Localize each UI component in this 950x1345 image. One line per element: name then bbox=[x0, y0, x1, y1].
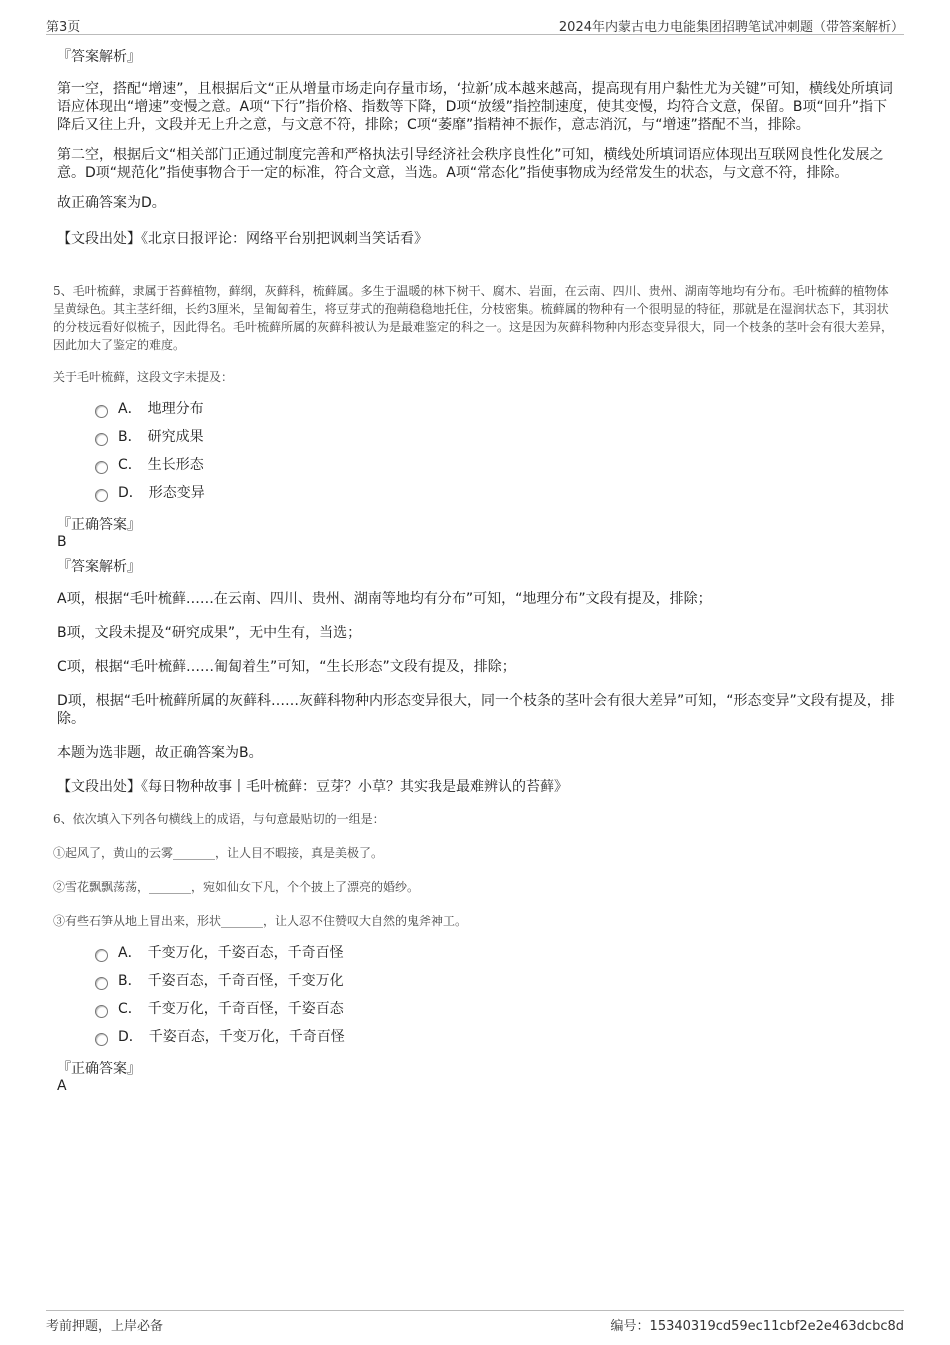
page-header bbox=[46, 14, 904, 35]
q6-answer-label: 『正确答案』 bbox=[57, 1061, 141, 1077]
document-id: 编号：15340319cd59ec11cbf2e2e463dcbc8d bbox=[610, 1319, 904, 1334]
radio-icon[interactable] bbox=[95, 433, 108, 446]
page-content bbox=[53, 48, 897, 1102]
option-letter: A． bbox=[118, 401, 142, 417]
q5-question: 关于毛叶梳藓，这段文字未提及： bbox=[53, 370, 234, 384]
q4-analysis-paragraph: 第二空，根据后文“相关部门正通过制度完善和严格执法引导经济社会秩序良性化”可知，横线处所填词语应体现出互联网良性化发展之意。D项“规范化”指使事物合于一定的标准，符合文意，当选。A项“常态化”指使事物成为经常发生的状态，与文意不符，排除。 bbox=[57, 147, 884, 181]
option-text: 地理分布 bbox=[147, 401, 204, 417]
q6-option-d[interactable] bbox=[95, 1028, 897, 1056]
option-letter: A． bbox=[118, 945, 142, 961]
q5-analysis-paragraph: C项，根据“毛叶梳藓……匍匐着生”可知，“生长形态”文段有提及，排除； bbox=[57, 659, 516, 675]
q5-answer-label: 『正确答案』 bbox=[57, 517, 141, 533]
footer-slogan: 考前押题，上岸必备 bbox=[46, 1319, 164, 1334]
option-text: 研究成果 bbox=[147, 429, 204, 445]
option-letter: B． bbox=[118, 429, 142, 445]
document-title: 2024年内蒙古电力电能集团招聘笔试冲刺题（带答案解析） bbox=[558, 20, 904, 35]
q5-source: 【文段出处】《每日物种故事丨毛叶梳藓：豆芽？小草？其实我是最难辨认的苔藓》 bbox=[57, 779, 568, 795]
q4-analysis-conclusion: 故正确答案为D。 bbox=[57, 195, 166, 211]
q5-option-b[interactable] bbox=[95, 428, 897, 456]
option-letter: C． bbox=[118, 1001, 142, 1017]
q6-option-c[interactable] bbox=[95, 1000, 897, 1028]
radio-icon[interactable] bbox=[95, 405, 108, 418]
radio-icon[interactable] bbox=[95, 1005, 108, 1018]
page-number: 第3页 bbox=[46, 20, 81, 35]
radio-icon[interactable] bbox=[95, 489, 108, 502]
option-text: 生长形态 bbox=[147, 457, 204, 473]
radio-icon[interactable] bbox=[95, 949, 108, 962]
q6-options bbox=[95, 944, 897, 1056]
radio-icon[interactable] bbox=[95, 977, 108, 990]
q6-sentence: ③有些石笋从地上冒出来，形状_______，让人忍不住赞叹大自然的鬼斧神工。 bbox=[53, 914, 468, 928]
q5-options bbox=[95, 400, 897, 512]
radio-icon[interactable] bbox=[95, 1033, 108, 1046]
q6-option-a[interactable] bbox=[95, 944, 897, 972]
option-text: 千变万化，千奇百怪，千姿百态 bbox=[147, 1001, 344, 1017]
option-letter: D． bbox=[118, 1029, 143, 1045]
q5-passage: 5、毛叶梳藓，隶属于苔藓植物，藓纲，灰藓科，梳藓属。多生于温暖的林下树干、腐木、岩面，在云南、四川、贵州、湖南等地均有分布。毛叶梳藓的植物体呈黄绿色。其主茎纤细，长约3厘米，呈匍匐着生，将豆芽式的孢蒴稳稳地托住，分枝密集。梳藓属的物种有一个很明显的特征，那就是在湿润状态下，其羽状的分枝远看好似梳子，因此得名。毛叶梳藓所属的灰藓科被认为是最难鉴定的科之一。这是因为灰藓科物种内形态变异很大，同一个枝条的茎叶会有很大差异，因此加大了鉴定的难度。 bbox=[53, 284, 894, 352]
option-text: 千姿百态，千变万化，千奇百怪 bbox=[148, 1029, 345, 1045]
option-text: 千变万化，千姿百态，千奇百怪 bbox=[147, 945, 344, 961]
option-text: 形态变异 bbox=[148, 485, 205, 501]
q5-option-d[interactable] bbox=[95, 484, 897, 512]
q6-answer: A bbox=[57, 1078, 67, 1094]
q4-analysis-label: 『答案解析』 bbox=[57, 49, 141, 65]
option-letter: C． bbox=[118, 457, 142, 473]
radio-icon[interactable] bbox=[95, 461, 108, 474]
q6-sentence: ①起风了，黄山的云雾_______，让人目不暇接，真是美极了。 bbox=[53, 846, 384, 860]
q4-source: 【文段出处】《北京日报评论：网络平台别把讽刺当笑话看》 bbox=[57, 231, 428, 247]
q4-analysis-paragraph: 第一空，搭配“增速”，且根据后文“正从增量市场走向存量市场，‘拉新’成本越来越高，提高现有用户黏性尤为关键”可知，横线处所填词语应体现出“增速”变慢之意。A项“下行”指价格、指数等下降，D项“放缓”指控制速度，使其变慢，均符合文意，保留。B项“回升”指下降后又往上升，文段并无上升之意，与文意不符，排除；C项“萎靡”指精神不振作，意志消沉，与“增速”搭配不当，排除。 bbox=[57, 81, 893, 133]
q6-option-b[interactable] bbox=[95, 972, 897, 1000]
q5-analysis-paragraph: A项，根据“毛叶梳藓……在云南、四川、贵州、湖南等地均有分布”可知，“地理分布”文段有提及，排除； bbox=[57, 591, 712, 607]
q5-option-c[interactable] bbox=[95, 456, 897, 484]
q5-answer: B bbox=[57, 534, 67, 550]
option-letter: D． bbox=[118, 485, 143, 501]
q5-analysis-paragraph: B项，文段未提及“研究成果”，无中生有，当选； bbox=[57, 625, 362, 641]
page-footer bbox=[46, 1310, 904, 1333]
q6-question: 6、依次填入下列各句横线上的成语，与句意最贴切的一组是： bbox=[53, 812, 385, 826]
q5-analysis-conclusion: 本题为选非题，故正确答案为B。 bbox=[57, 745, 263, 761]
q5-analysis-label: 『答案解析』 bbox=[57, 559, 141, 575]
q6-sentence: ②雪花飘飘荡荡，_______，宛如仙女下凡，个个披上了漂亮的婚纱。 bbox=[53, 880, 420, 894]
option-letter: B． bbox=[118, 973, 142, 989]
option-text: 千姿百态，千奇百怪，千变万化 bbox=[147, 973, 344, 989]
q5-analysis-paragraph: D项，根据“毛叶梳藓所属的灰藓科……灰藓科物种内形态变异很大，同一个枝条的茎叶会有很大差异”可知，“形态变异”文段有提及，排除。 bbox=[57, 693, 895, 727]
q5-option-a[interactable] bbox=[95, 400, 897, 428]
